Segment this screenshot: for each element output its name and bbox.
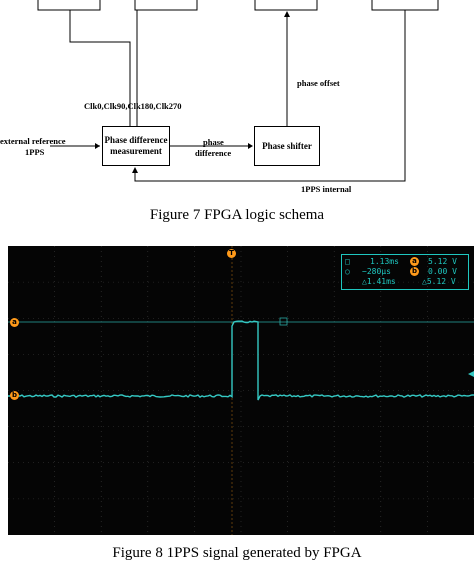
channel-marker-upper: a [10, 318, 19, 327]
top-block-4 [372, 0, 438, 10]
arrowhead [132, 167, 138, 173]
readout-row3-time: △1.41ms [362, 277, 396, 286]
phase-measurement-label: Phase difference measurement [104, 135, 168, 156]
pps-signal-trace [8, 321, 474, 400]
phase-shifter-block [254, 126, 320, 166]
cursor-intersection-marker [280, 318, 287, 325]
readout-a-marker: a [410, 257, 419, 266]
readout-row2-volt: 0.00 V [428, 267, 457, 276]
trace-offscreen-arrow [468, 371, 474, 377]
readout-row3-volt: △5.12 V [422, 277, 456, 286]
top-block-2 [135, 0, 197, 10]
readout-row1-time: 1.13ms [370, 257, 399, 266]
phase-difference-label-line1: phase [203, 137, 224, 147]
phase-measurement-block [102, 126, 170, 166]
top-block-3 [255, 0, 317, 10]
arrowhead [284, 11, 290, 17]
oscilloscope-screen [8, 246, 474, 535]
phase-difference-label-line2: difference [195, 148, 232, 158]
readout-row2-time: −280µs [362, 267, 391, 276]
arrowhead [248, 143, 253, 149]
cursor-readout-panel [341, 254, 469, 290]
channel-marker-lower: b [11, 391, 17, 399]
arrowhead [95, 143, 100, 149]
figure-8-caption: Figure 8 1PPS signal generated by FPGA [112, 545, 362, 561]
top-block-1 [38, 0, 100, 10]
trigger-marker: T [227, 249, 236, 258]
external-ref-label-line2: 1PPS [25, 147, 45, 157]
readout-square-icon: □ [345, 257, 350, 266]
figure-7-caption: Figure 7 FPGA logic schema [149, 207, 325, 223]
external-ref-label-line1: external reference [0, 136, 66, 146]
readout-circle-icon: ○ [345, 267, 350, 276]
readout-b-marker: b [411, 267, 417, 275]
phase-shifter-label: Phase shifter [262, 140, 312, 151]
logic-schema-lines [0, 0, 474, 200]
phase-offset-label: phase offset [297, 78, 340, 88]
readout-row1-volt: 5.12 V [428, 257, 457, 266]
pps-internal-label: 1PPS internal [301, 184, 352, 194]
clock-signals-label: Clk0,Clk90,Clk180,Clk270 [84, 101, 182, 111]
